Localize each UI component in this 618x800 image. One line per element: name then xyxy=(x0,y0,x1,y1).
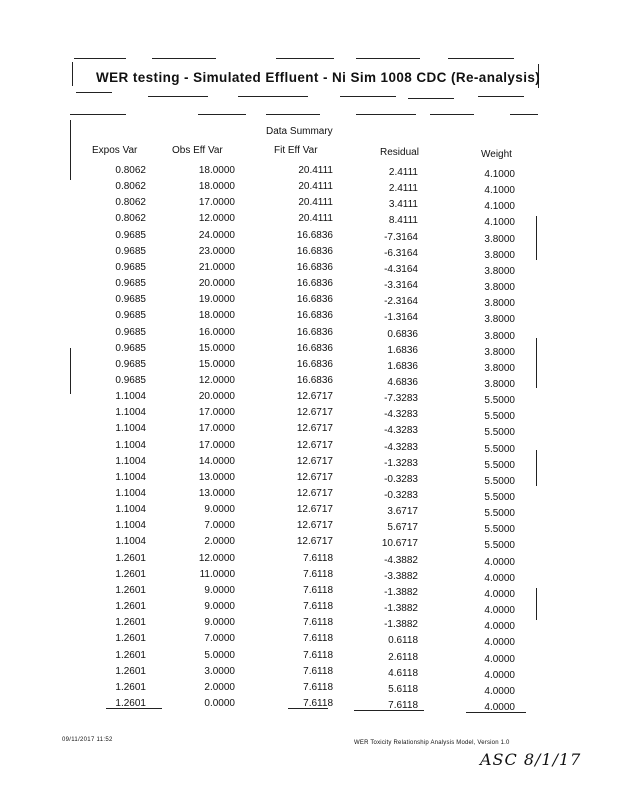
cell-residual: -4.3164 xyxy=(384,263,418,275)
cell-expos-var: 1.2601 xyxy=(115,584,146,596)
cell-expos-var: 1.1004 xyxy=(115,520,146,532)
table-row xyxy=(0,165,618,181)
cell-expos-var: 1.2601 xyxy=(115,681,146,693)
cell-weight: 4.0000 xyxy=(484,685,515,697)
table-row xyxy=(0,585,618,601)
cell-obs-eff-var: 20.0000 xyxy=(198,278,235,290)
table-row xyxy=(0,488,618,504)
cell-weight: 3.8000 xyxy=(484,346,515,358)
cell-expos-var: 1.2601 xyxy=(115,697,146,709)
cell-obs-eff-var: 12.0000 xyxy=(198,552,235,564)
table-row xyxy=(0,407,618,423)
table-row xyxy=(0,553,618,569)
cell-obs-eff-var: 9.0000 xyxy=(204,584,235,596)
cell-residual: -1.3164 xyxy=(384,312,418,324)
cell-expos-var: 1.1004 xyxy=(115,455,146,467)
cell-expos-var: 1.2601 xyxy=(115,633,146,645)
top-rule xyxy=(74,58,126,59)
cell-fit-eff-var: 16.6836 xyxy=(296,326,333,338)
cell-obs-eff-var: 17.0000 xyxy=(198,407,235,419)
cell-residual: 1.6836 xyxy=(387,344,418,356)
table-row xyxy=(0,310,618,326)
cell-expos-var: 0.9685 xyxy=(115,278,146,290)
cell-residual: 8.4111 xyxy=(388,215,418,227)
cell-fit-eff-var: 7.6118 xyxy=(303,552,333,564)
cell-residual: -0.3283 xyxy=(384,473,418,485)
cell-obs-eff-var: 20.0000 xyxy=(198,391,235,403)
cell-residual: -1.3882 xyxy=(384,603,418,615)
cell-weight: 5.5000 xyxy=(484,508,515,520)
cell-residual: 2.4111 xyxy=(388,183,418,195)
table-row xyxy=(0,359,618,375)
table-row xyxy=(0,213,618,229)
table-row xyxy=(0,294,618,310)
cell-residual: -7.3283 xyxy=(384,393,418,405)
cell-weight: 5.5000 xyxy=(484,411,515,423)
cell-expos-var: 0.9685 xyxy=(115,342,146,354)
table-row xyxy=(0,230,618,246)
cell-expos-var: 1.1004 xyxy=(115,407,146,419)
cell-obs-eff-var: 13.0000 xyxy=(198,471,235,483)
cell-fit-eff-var: 16.6836 xyxy=(296,245,333,257)
cell-expos-var: 1.1004 xyxy=(115,504,146,516)
cell-weight: 4.1000 xyxy=(484,201,515,213)
cell-obs-eff-var: 17.0000 xyxy=(198,197,235,209)
cell-expos-var: 1.2601 xyxy=(115,601,146,613)
cell-weight: 4.0000 xyxy=(484,669,515,681)
cell-residual: 2.6118 xyxy=(388,651,418,663)
cell-obs-eff-var: 2.0000 xyxy=(204,681,235,693)
table-row xyxy=(0,456,618,472)
cell-weight: 4.0000 xyxy=(484,556,515,568)
cell-weight: 3.8000 xyxy=(484,282,515,294)
cell-expos-var: 0.9685 xyxy=(115,326,146,338)
cell-weight: 3.8000 xyxy=(484,298,515,310)
cell-fit-eff-var: 16.6836 xyxy=(296,261,333,273)
cell-residual: -1.3283 xyxy=(384,457,418,469)
cell-obs-eff-var: 2.0000 xyxy=(204,536,235,548)
cell-residual: 7.6118 xyxy=(388,699,418,711)
cell-expos-var: 1.2601 xyxy=(115,665,146,677)
cell-fit-eff-var: 7.6118 xyxy=(303,681,333,693)
cell-expos-var: 0.9685 xyxy=(115,310,146,322)
col-header-obs-eff-var: Obs Eff Var xyxy=(172,145,223,156)
table-row xyxy=(0,391,618,407)
cell-fit-eff-var: 16.6836 xyxy=(296,310,333,322)
top-rule xyxy=(152,58,216,59)
table-row xyxy=(0,666,618,682)
cell-fit-eff-var: 16.6836 xyxy=(296,278,333,290)
cell-obs-eff-var: 9.0000 xyxy=(204,601,235,613)
table-row xyxy=(0,536,618,552)
cell-weight: 5.5000 xyxy=(484,443,515,455)
data-summary-title: Data Summary xyxy=(266,126,333,137)
cell-fit-eff-var: 7.6118 xyxy=(303,665,333,677)
cell-fit-eff-var: 7.6118 xyxy=(303,568,333,580)
cell-fit-eff-var: 16.6836 xyxy=(296,374,333,386)
cell-expos-var: 0.8062 xyxy=(115,213,146,225)
cell-weight: 5.5000 xyxy=(484,475,515,487)
cell-fit-eff-var: 12.6717 xyxy=(296,455,333,467)
cell-obs-eff-var: 7.0000 xyxy=(204,520,235,532)
cell-expos-var: 1.1004 xyxy=(115,439,146,451)
table-row xyxy=(0,423,618,439)
title-underline xyxy=(408,98,454,99)
table-row xyxy=(0,278,618,294)
cell-residual: 4.6836 xyxy=(387,376,418,388)
cell-expos-var: 0.9685 xyxy=(115,374,146,386)
cell-expos-var: 1.2601 xyxy=(115,568,146,580)
cell-fit-eff-var: 7.6118 xyxy=(303,601,333,613)
cell-fit-eff-var: 7.6118 xyxy=(303,617,333,629)
cell-expos-var: 0.9685 xyxy=(115,261,146,273)
cell-residual: -4.3882 xyxy=(384,554,418,566)
cell-obs-eff-var: 12.0000 xyxy=(198,213,235,225)
cell-fit-eff-var: 7.6118 xyxy=(303,649,333,661)
cell-obs-eff-var: 7.0000 xyxy=(204,633,235,645)
table-row xyxy=(0,181,618,197)
cell-expos-var: 1.1004 xyxy=(115,488,146,499)
cell-weight: 3.8000 xyxy=(484,378,515,390)
col-header-expos-var: Expos Var xyxy=(92,145,138,156)
footer-timestamp: 09/11/2017 11:52 xyxy=(62,737,113,743)
cell-residual: -4.3283 xyxy=(384,409,418,421)
cell-expos-var: 0.9685 xyxy=(115,358,146,370)
cell-expos-var: 1.1004 xyxy=(115,391,146,403)
cell-weight: 4.0000 xyxy=(484,621,515,633)
cell-expos-var: 1.1004 xyxy=(115,471,146,483)
cell-fit-eff-var: 12.6717 xyxy=(296,488,333,499)
cell-weight: 5.5000 xyxy=(484,540,515,552)
header-rule xyxy=(70,114,126,115)
cell-expos-var: 0.8062 xyxy=(115,181,146,193)
table-row xyxy=(0,504,618,520)
table-row xyxy=(0,375,618,391)
cell-fit-eff-var: 12.6717 xyxy=(296,520,333,532)
cell-fit-eff-var: 7.6118 xyxy=(303,584,333,596)
cell-residual: 1.6836 xyxy=(387,360,418,372)
cell-weight: 5.5000 xyxy=(484,427,515,439)
cell-residual: 0.6118 xyxy=(388,635,418,647)
cell-obs-eff-var: 5.0000 xyxy=(204,649,235,661)
cell-obs-eff-var: 19.0000 xyxy=(198,294,235,306)
table-row xyxy=(0,520,618,536)
cell-fit-eff-var: 12.6717 xyxy=(296,504,333,516)
cell-weight: 3.8000 xyxy=(484,233,515,245)
cell-expos-var: 0.9685 xyxy=(115,294,146,306)
top-rule xyxy=(448,58,514,59)
table-row xyxy=(0,617,618,633)
cell-weight: 4.0000 xyxy=(484,572,515,584)
cell-residual: 0.6836 xyxy=(387,328,418,340)
cell-fit-eff-var: 12.6717 xyxy=(296,391,333,403)
cell-fit-eff-var: 16.6836 xyxy=(296,229,333,241)
header-rule xyxy=(510,114,538,115)
title-left-bracket xyxy=(72,62,73,86)
cell-obs-eff-var: 17.0000 xyxy=(198,423,235,435)
cell-expos-var: 1.2601 xyxy=(115,649,146,661)
cell-obs-eff-var: 13.0000 xyxy=(198,488,235,499)
cell-weight: 5.5000 xyxy=(484,459,515,471)
cell-residual: 4.6118 xyxy=(388,667,418,679)
col-header-fit-eff-var: Fit Eff Var xyxy=(274,145,318,156)
cell-expos-var: 1.1004 xyxy=(115,423,146,435)
cell-fit-eff-var: 16.6836 xyxy=(296,358,333,370)
cell-weight: 5.5000 xyxy=(484,492,515,503)
cell-weight: 3.8000 xyxy=(484,362,515,374)
cell-obs-eff-var: 23.0000 xyxy=(198,245,235,257)
cell-obs-eff-var: 17.0000 xyxy=(198,439,235,451)
cell-obs-eff-var: 0.0000 xyxy=(204,697,235,709)
col-header-weight: Weight xyxy=(481,149,512,160)
cell-fit-eff-var: 12.6717 xyxy=(296,439,333,451)
col-header-residual: Residual xyxy=(380,147,419,158)
cell-residual: -7.3164 xyxy=(384,231,418,243)
cell-fit-eff-var: 20.4111 xyxy=(298,165,333,176)
cell-obs-eff-var: 15.0000 xyxy=(198,358,235,370)
cell-obs-eff-var: 21.0000 xyxy=(198,261,235,273)
cell-fit-eff-var: 16.6836 xyxy=(296,342,333,354)
cell-weight: 3.8000 xyxy=(484,249,515,261)
cell-obs-eff-var: 24.0000 xyxy=(198,229,235,241)
cell-obs-eff-var: 11.0000 xyxy=(199,568,235,580)
cell-fit-eff-var: 12.6717 xyxy=(296,471,333,483)
cell-residual: 5.6118 xyxy=(388,683,418,695)
cell-expos-var: 0.9685 xyxy=(115,245,146,257)
cell-residual: 10.6717 xyxy=(381,538,418,550)
cell-fit-eff-var: 12.6717 xyxy=(296,407,333,419)
table-row xyxy=(0,440,618,456)
cell-expos-var: 0.9685 xyxy=(115,229,146,241)
table-row xyxy=(0,601,618,617)
header-rule xyxy=(430,114,474,115)
table-row xyxy=(0,633,618,649)
cell-residual: 3.4111 xyxy=(388,199,418,211)
table-row xyxy=(0,569,618,585)
cell-residual: -1.3882 xyxy=(384,586,418,598)
cell-obs-eff-var: 9.0000 xyxy=(204,617,235,629)
title-underline xyxy=(148,96,208,97)
cell-weight: 3.8000 xyxy=(484,330,515,342)
title-underline xyxy=(478,96,524,97)
cell-weight: 3.8000 xyxy=(484,265,515,277)
cell-weight: 4.1000 xyxy=(484,169,515,180)
header-rule xyxy=(198,114,246,115)
cell-weight: 4.1000 xyxy=(484,185,515,197)
cell-weight: 4.0000 xyxy=(484,605,515,617)
cell-obs-eff-var: 14.0000 xyxy=(198,455,235,467)
cell-residual: 3.6717 xyxy=(387,506,418,518)
top-rule xyxy=(356,58,420,59)
cell-weight: 4.0000 xyxy=(484,588,515,600)
cell-obs-eff-var: 18.0000 xyxy=(198,165,235,176)
table-row xyxy=(0,650,618,666)
cell-obs-eff-var: 9.0000 xyxy=(204,504,235,516)
cell-residual: -2.3164 xyxy=(384,296,418,308)
table-row xyxy=(0,197,618,213)
cell-residual: -4.3283 xyxy=(384,425,418,437)
cell-expos-var: 1.2601 xyxy=(115,552,146,564)
cell-expos-var: 0.8062 xyxy=(115,197,146,209)
cell-obs-eff-var: 16.0000 xyxy=(198,326,235,338)
title-underline xyxy=(238,96,308,97)
cell-residual: 5.6717 xyxy=(387,522,418,534)
cell-expos-var: 0.8062 xyxy=(115,165,146,176)
table-row xyxy=(0,698,618,714)
footer-model-version: WER Toxicity Relationship Analysis Model, Version 1.0 xyxy=(354,740,510,746)
top-rule xyxy=(276,58,334,59)
cell-weight: 5.5000 xyxy=(484,395,515,407)
cell-weight: 4.0000 xyxy=(484,653,515,665)
cell-fit-eff-var: 7.6118 xyxy=(303,697,333,709)
cell-expos-var: 1.2601 xyxy=(115,617,146,629)
header-rule xyxy=(356,114,416,115)
table-row xyxy=(0,246,618,262)
cell-residual: -4.3283 xyxy=(384,441,418,453)
cell-residual: -3.3164 xyxy=(384,280,418,292)
cell-expos-var: 1.1004 xyxy=(115,536,146,548)
cell-fit-eff-var: 16.6836 xyxy=(296,294,333,306)
cell-obs-eff-var: 15.0000 xyxy=(198,342,235,354)
header-rule xyxy=(266,114,320,115)
cell-fit-eff-var: 20.4111 xyxy=(298,213,333,225)
cell-fit-eff-var: 12.6717 xyxy=(296,423,333,435)
handwritten-signature: ASC 8/1/17 xyxy=(480,750,582,769)
cell-obs-eff-var: 18.0000 xyxy=(198,181,235,193)
cell-residual: -6.3164 xyxy=(384,247,418,259)
table-row xyxy=(0,262,618,278)
cell-weight: 3.8000 xyxy=(484,314,515,326)
table-row xyxy=(0,682,618,698)
cell-weight: 4.0000 xyxy=(484,701,515,713)
table-row xyxy=(0,327,618,343)
table-row xyxy=(0,343,618,359)
cell-residual: 2.4111 xyxy=(388,167,418,178)
cell-weight: 5.5000 xyxy=(484,524,515,536)
table-row xyxy=(0,472,618,488)
cell-weight: 4.0000 xyxy=(484,637,515,649)
cell-fit-eff-var: 20.4111 xyxy=(298,181,333,193)
cell-obs-eff-var: 3.0000 xyxy=(204,665,235,677)
report-title: WER testing - Simulated Effluent - Ni Sim 1008 CDC (Re-analysis) xyxy=(96,70,541,85)
cell-fit-eff-var: 12.6717 xyxy=(296,536,333,548)
cell-residual: -3.3882 xyxy=(384,570,418,582)
cell-residual: -1.3882 xyxy=(384,619,418,631)
cell-weight: 4.1000 xyxy=(484,217,515,229)
cell-residual: -0.3283 xyxy=(384,490,418,501)
cell-fit-eff-var: 7.6118 xyxy=(303,633,333,645)
cell-obs-eff-var: 12.0000 xyxy=(198,374,235,386)
cell-fit-eff-var: 20.4111 xyxy=(298,197,333,209)
cell-obs-eff-var: 18.0000 xyxy=(198,310,235,322)
title-underline xyxy=(76,92,112,93)
title-underline xyxy=(340,96,396,97)
